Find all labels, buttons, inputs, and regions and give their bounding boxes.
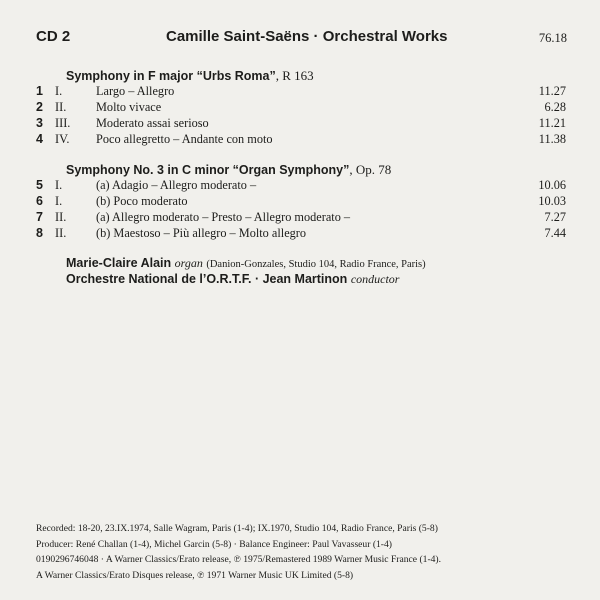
track-row bbox=[0, 132, 600, 148]
movement-number: I. bbox=[55, 194, 63, 208]
soloist-role: organ bbox=[174, 256, 203, 270]
track-duration: 7.27 bbox=[544, 210, 566, 224]
work-title-text: Symphony in F major “Urbs Roma” bbox=[66, 69, 276, 83]
movement-number: IV. bbox=[55, 132, 70, 146]
track-row bbox=[0, 178, 600, 194]
track-duration: 11.38 bbox=[538, 132, 566, 146]
track-description: (b) Maestoso – Più allegro – Molto allegro bbox=[96, 226, 307, 240]
track-row bbox=[0, 116, 600, 132]
orchestra-name: Orchestre National de l’O.R.T.F. bbox=[66, 272, 252, 286]
work-catalog: , R 163 bbox=[275, 68, 314, 83]
track-duration: 6.28 bbox=[544, 100, 566, 114]
track-row bbox=[0, 210, 600, 226]
track-number: 2 bbox=[36, 100, 43, 114]
track-description: (b) Poco moderato bbox=[96, 194, 188, 208]
album-title: Camille Saint-Saëns · Orchestral Works bbox=[166, 28, 448, 45]
soloist-info: (Danion-Gonzales, Studio 104, Radio France, Paris) bbox=[206, 259, 426, 270]
conductor-role: conductor bbox=[350, 272, 400, 286]
soloist-name: Marie-Claire Alain bbox=[66, 256, 172, 270]
track-number: 5 bbox=[36, 178, 43, 192]
track-description: Molto vivace bbox=[96, 100, 162, 114]
track-description: Moderato assai serioso bbox=[96, 116, 209, 130]
conductor-name: Jean Martinon bbox=[262, 272, 348, 286]
track-duration: 10.03 bbox=[538, 194, 566, 208]
credit-line: Recorded: 18-20, 23.IX.1974, Salle Wagram, Paris (1-4); IX.1970, Studio 104, Radio France, Paris (5-8) bbox=[36, 523, 438, 534]
work-title-organ-symphony bbox=[66, 162, 391, 178]
track-duration: 11.21 bbox=[538, 116, 566, 130]
movement-number: II. bbox=[55, 210, 67, 224]
orchestra-line bbox=[66, 272, 399, 287]
track-row bbox=[0, 226, 600, 242]
credit-line: A Warner Classics/Erato Disques release, ℗ 1971 Warner Music UK Limited (5-8) bbox=[36, 569, 354, 581]
movement-number: I. bbox=[55, 84, 63, 98]
track-row bbox=[0, 194, 600, 210]
credits-block bbox=[36, 521, 441, 583]
track-description: (a) Allegro moderato – Presto – Allegro moderato – bbox=[96, 210, 351, 224]
track-number: 3 bbox=[36, 116, 43, 130]
track-row bbox=[0, 84, 600, 100]
track-number: 4 bbox=[36, 132, 43, 146]
credit-line: Producer: René Challan (1-4), Michel Garcin (5-8) · Balance Engineer: Paul Vavasseur (1-4) bbox=[36, 538, 392, 550]
movement-number: II. bbox=[55, 100, 67, 114]
track-number: 1 bbox=[36, 84, 43, 98]
track-description: Largo – Allegro bbox=[96, 84, 175, 98]
credit-line: 0190296746048 · A Warner Classics/Erato release, ℗ 1975/Remastered 1989 Warner Music France (1-4). bbox=[36, 554, 442, 565]
track-description: (a) Adagio – Allegro moderato – bbox=[96, 178, 257, 192]
separator-dot: · bbox=[251, 272, 263, 286]
work-catalog: , Op. 78 bbox=[349, 162, 392, 177]
work-title-urbs-roma bbox=[66, 68, 314, 84]
movement-number: II. bbox=[55, 226, 67, 240]
track-number: 6 bbox=[36, 194, 43, 208]
soloist-line bbox=[66, 256, 426, 271]
track-number: 8 bbox=[36, 226, 43, 240]
cd-label: CD 2 bbox=[36, 28, 71, 45]
track-duration: 11.27 bbox=[538, 84, 566, 98]
track-duration: 10.06 bbox=[538, 178, 566, 192]
track-description: Poco allegretto – Andante con moto bbox=[96, 132, 273, 146]
total-duration: 76.18 bbox=[538, 31, 567, 45]
track-duration: 7.44 bbox=[544, 226, 566, 240]
work-title-text: Symphony No. 3 in C minor “Organ Symphony” bbox=[66, 163, 350, 177]
movement-number: III. bbox=[55, 116, 71, 130]
track-number: 7 bbox=[36, 210, 43, 224]
track-row bbox=[0, 100, 600, 116]
movement-number: I. bbox=[55, 178, 63, 192]
